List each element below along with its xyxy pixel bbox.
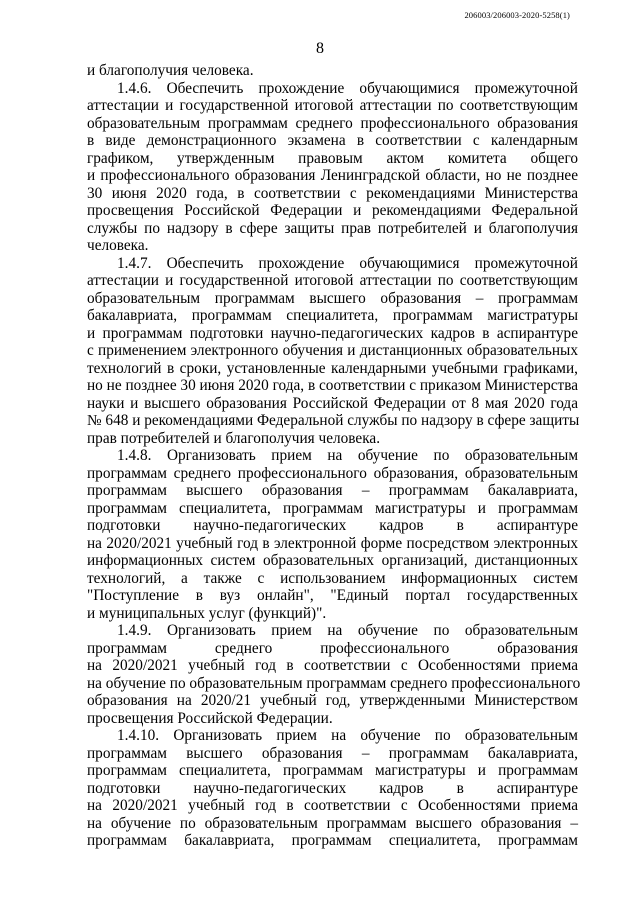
text-line: и программам подготовки научно-педагогических кадров в аспирантуре xyxy=(87,324,578,342)
text-line: службы по надзору в сфере защиты прав потребителей и благополучия xyxy=(87,219,578,237)
text-line: графиком, утвержденным правовым актом комитета общего xyxy=(87,149,578,167)
text-line: на обучение по образовательным программам среднего профессионального xyxy=(87,674,581,692)
paragraph-first-line: 1.4.10. Организовать прием на обучение по образовательным xyxy=(117,727,578,744)
text-line: № 648 и рекомендациями Федеральной службы по надзору в сфере защиты xyxy=(87,412,580,429)
text-line: бакалавриата, программам специалитета, программам магистратуры xyxy=(87,307,578,324)
text-line: программам специалитета, программам магистратуры и программам xyxy=(87,762,578,779)
text-line: науки и высшего образования Российской Федерации от 8 мая 2020 года xyxy=(87,394,578,412)
document-id: 206003/206003-2020-5258(1) xyxy=(464,10,570,20)
text-line: на обучение по образовательным программам высшего образования – xyxy=(87,814,578,832)
text-line: информационных систем образовательных организаций, дистанционных xyxy=(87,552,578,569)
text-line: подготовки научно-педагогических кадров в аспирантуре xyxy=(87,517,578,534)
page-number: 8 xyxy=(316,40,324,57)
text-line: и благополучия человека. xyxy=(87,62,254,79)
text-line: и муниципальных услуг (функций)". xyxy=(87,604,327,622)
text-line: программам специалитета, программам магистратуры и программам xyxy=(87,499,578,517)
text-line: технологий в сроки, установленные календарными учебными графиками, xyxy=(87,359,578,377)
text-line: программам среднего профессионального образования, образовательным xyxy=(87,464,578,482)
text-line: программам среднего профессионального образования xyxy=(87,639,578,657)
text-line: подготовки научно-педагогических кадров в аспирантуре xyxy=(87,779,578,797)
text-line: на 2020/2021 учебный год в электронной форме посредством электронных xyxy=(87,534,578,552)
text-line: человека. xyxy=(87,237,149,254)
document-body xyxy=(87,62,581,850)
text-line: программам бакалавриата, программам специалитета, программам xyxy=(87,832,578,849)
paragraph-first-line: 1.4.9. Организовать прием на обучение по образовательным xyxy=(117,622,578,639)
text-line: аттестации и государственной итоговой аттестации по соответствующим xyxy=(87,272,578,289)
text-line: образовательным программам высшего образования – программам xyxy=(87,289,578,307)
paragraph-first-line: 1.4.8. Организовать прием на обучение по образовательным xyxy=(117,447,578,464)
text-line: в виде демонстрационного экзамена в соответствии с календарным xyxy=(87,132,578,149)
paragraph-first-line: 1.4.7. Обеспечить прохождение обучающимися промежуточной xyxy=(117,254,578,272)
text-line: "Поступление в вуз онлайн", "Единый портал государственных xyxy=(87,587,578,604)
text-line: аттестации и государственной итоговой аттестации по соответствующим xyxy=(87,97,578,114)
text-line: технологий, а также с использованием информационных систем xyxy=(87,569,578,587)
text-line: просвещения Российской Федерации и рекомендациями Федеральной xyxy=(87,202,578,219)
text-line: программам высшего образования – программам бакалавриата, xyxy=(87,744,578,762)
paragraph-first-line: 1.4.6. Обеспечить прохождение обучающимися промежуточной xyxy=(117,79,578,97)
text-line: образования на 2020/21 учебный год, утвержденными Министерством xyxy=(87,692,578,709)
text-line: с применением электронного обучения и дистанционных образовательных xyxy=(87,342,578,359)
text-line: образовательным программам среднего профессионального образования xyxy=(87,114,578,132)
text-line: программам высшего образования – программам бакалавриата, xyxy=(87,482,578,499)
text-line: 30 июня 2020 года, в соответствии с рекомендациями Министерства xyxy=(87,184,578,202)
text-line: на 2020/2021 учебный год в соответствии с Особенностями приема xyxy=(87,797,578,814)
text-line: просвещения Российской Федерации. xyxy=(87,709,333,727)
text-line: прав потребителей и благополучия человека. xyxy=(87,429,381,447)
text-line: и профессионального образования Ленинградской области, но не позднее xyxy=(87,167,578,184)
text-line: на 2020/2021 учебный год в соответствии с Особенностями приема xyxy=(87,657,578,674)
text-line: но не позднее 30 июня 2020 года, в соответствии с приказом Министерства xyxy=(87,377,579,394)
